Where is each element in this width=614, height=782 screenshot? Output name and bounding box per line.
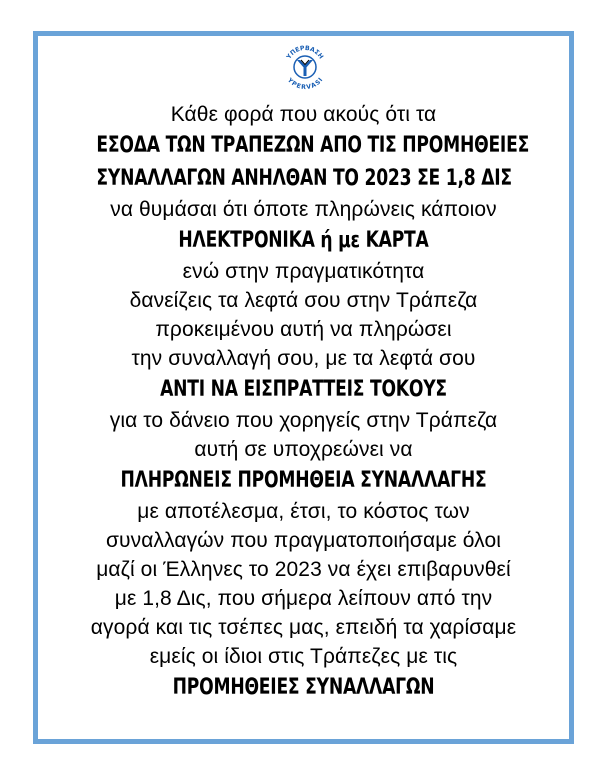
body-line: με αποτέλεσμα, έτσι, το κόστος των <box>137 500 470 523</box>
body-line: να θυμάσαι ότι όποτε πληρώνεις κάποιον <box>110 198 497 221</box>
body-line: την συναλλαγή σου, με τα λεφτά σου <box>131 347 476 370</box>
headline-line: ΣΥΝΑΛΛΑΓΩΝ ΑΝΗΛΘΑΝ ΤΟ 2023 ΣΕ 1,8 ΔΙΣ <box>96 166 512 191</box>
body-line: με 1,8 Δις, που σήμερα λείπουν από την <box>114 587 493 610</box>
body-line: εμείς οι ίδιοι στις Τράπεζες με τις <box>149 645 458 668</box>
body-line: δανείζεις τα λεφτά σου στην Τράπεζα <box>129 289 478 312</box>
body-line: αγορά και τις τσέπες μας, επειδή τα χαρίσαμε <box>90 616 517 639</box>
body-line: ενώ στην πραγματικότητα <box>182 260 425 283</box>
headline-line: ΠΛΗΡΩΝΕΙΣ ΠΡΟΜΗΘΕΙΑ ΣΥΝΑΛΛΑΓΗΣ <box>120 468 487 493</box>
headline-line: ΗΛΕΚΤΡΟΝΙΚΑ ή με ΚΑΡΤΑ <box>178 228 429 253</box>
poster-text <box>38 100 569 704</box>
logo-top-text: ΥΠΕΡΒΑΣΗ <box>285 44 325 61</box>
body-line: για το δάνειο που χορηγείς στην Τράπεζα <box>109 409 498 432</box>
headline-line: ΕΣΟΔΑ ΤΩΝ ΤΡΑΠΕΖΩΝ ΑΠΟ ΤΙΣ ΠΡΟΜΗΘΕΙΕΣ <box>96 133 530 158</box>
headline-line: ΠΡΟΜΗΘΕΙΕΣ ΣΥΝΑΛΛΑΓΩΝ <box>172 675 435 700</box>
body-line: Κάθε φορά που ακούς ότι τα <box>170 103 437 126</box>
body-line: μαζί οι Έλληνες το 2023 να έχει επιβαρυνθεί <box>96 558 511 581</box>
yperbasi-logo-icon <box>280 42 330 92</box>
body-line: συναλλαγών που πραγματοποιήσαμε όλοι <box>105 529 502 552</box>
logo-bottom-text: YPERVASI <box>285 76 325 92</box>
headline-line: ΑΝΤΙ ΝΑ ΕΙΣΠΡΑΤΤΕΙΣ ΤΟΚΟΥΣ <box>160 377 447 402</box>
body-line: αυτή σε υποχρεώνει να <box>194 438 413 461</box>
body-line: προκειμένου αυτή να πληρώσει <box>155 318 452 341</box>
